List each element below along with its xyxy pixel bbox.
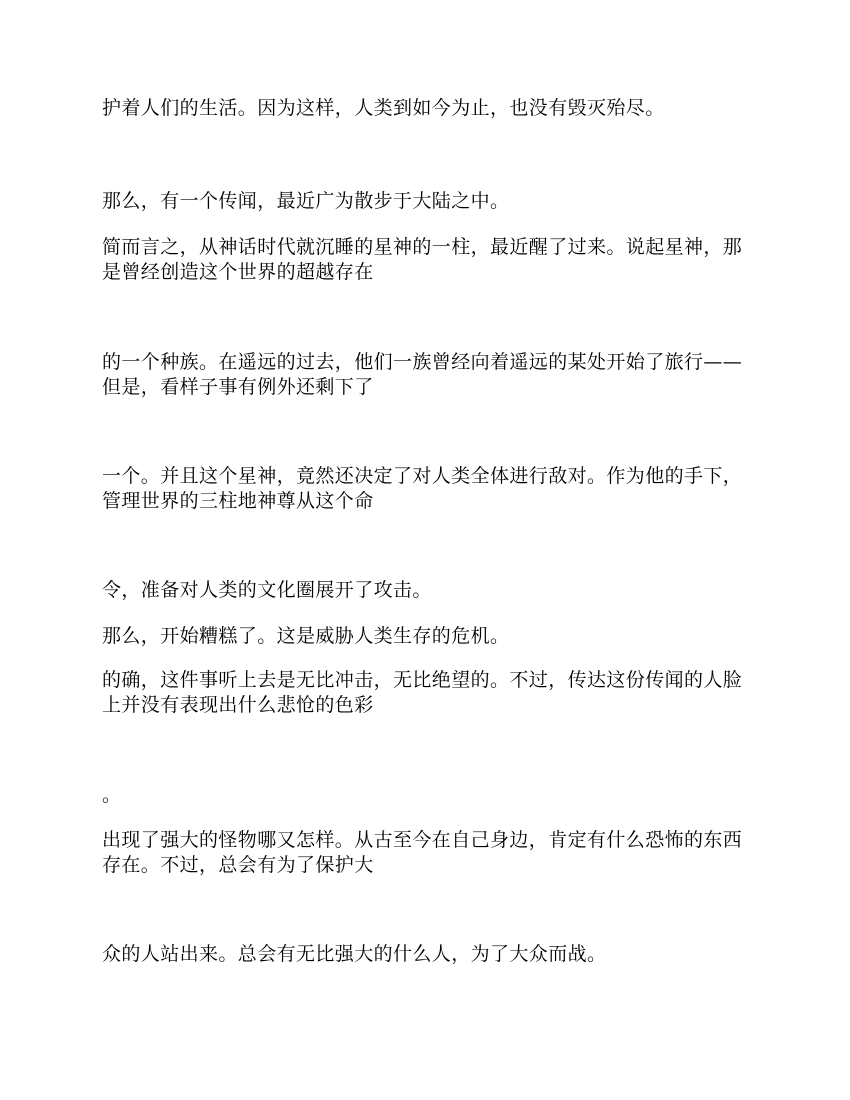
paragraph: 的确，这件事听上去是无比冲击，无比绝望的。不过，传达这份传闻的人脸上并没有表现出什么悲怆的色彩 [102,669,743,716]
paragraph: 。 [102,784,122,806]
paragraph: 简而言之，从神话时代就沉睡的星神的一柱，最近醒了过来。说起星神，那是曾经创造这个世界的超越存在 [102,236,743,283]
paragraph: 一个。并且这个星神，竟然还决定了对人类全体进行敌对。作为他的手下，管理世界的三柱地神尊从这个命 [102,465,743,512]
paragraph: 那么，有一个传闻，最近广为散步于大陆之中。 [102,190,510,212]
paragraph: 护着人们的生活。因为这样，人类到如今为止，也没有毁灭殆尽。 [102,97,665,119]
paragraph: 出现了强大的怪物哪又怎样。从古至今在自己身边，肯定有什么恐怖的东西存在。不过，总会有为了保护大 [102,829,743,876]
paragraph: 的一个种族。在遥远的过去，他们一族曾经向着遥远的某处开始了旅行——但是，看样子事有例外还剩下了 [102,351,743,398]
paragraph: 众的人站出来。总会有无比强大的什么人，为了大众而战。 [102,943,607,965]
paragraph: 令，准备对人类的文化圈展开了攻击。 [102,579,432,601]
paragraph: 那么，开始糟糕了。这是威胁人类生存的危机。 [102,625,510,647]
